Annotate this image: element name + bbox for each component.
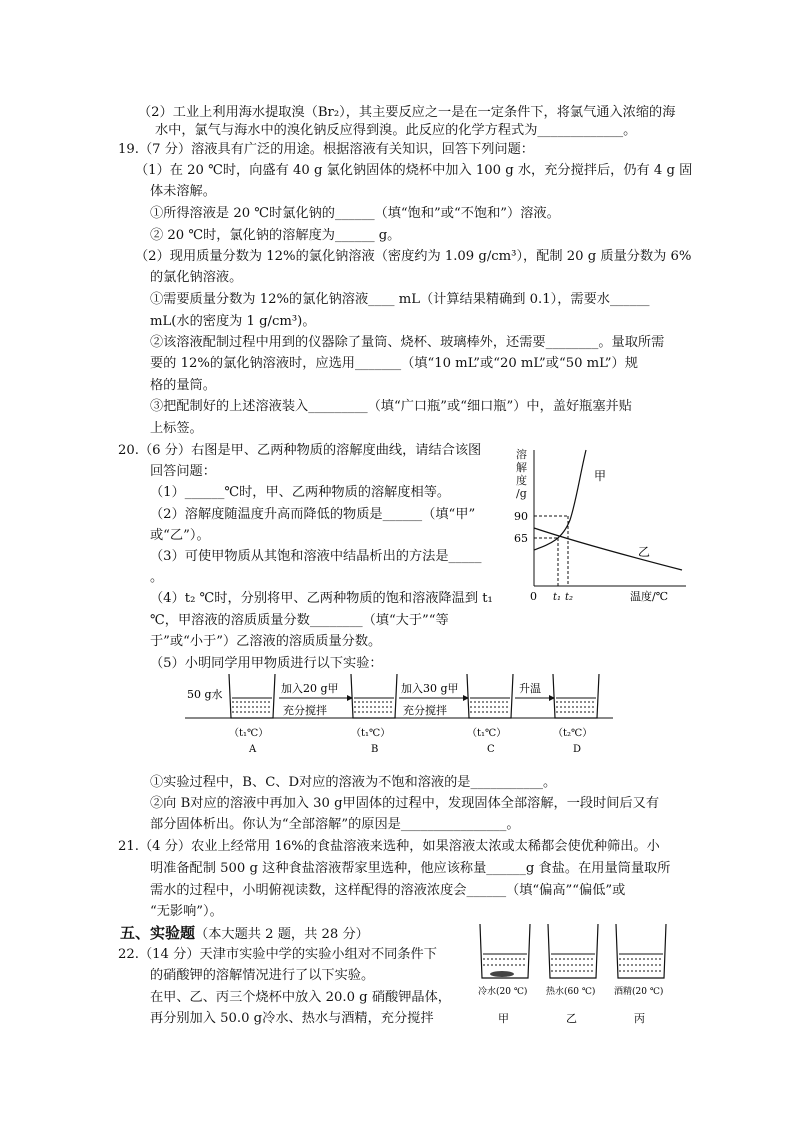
q18-line: 水中，氯气与海水中的溴化钠反应得到溴。此反应的化学方程式为_____________。 bbox=[155, 123, 637, 138]
chart-ylabel-1: 溶 bbox=[516, 448, 527, 461]
q22-line: 的硝酸钾的溶解情况进行了以下实验。 bbox=[150, 968, 375, 983]
series-yi-curve bbox=[534, 528, 682, 570]
arrow1-top: 加入20 g甲 bbox=[281, 682, 339, 695]
beaker-jia-label: 冷水(20 ℃) bbox=[478, 987, 528, 997]
q22-line: 在甲、乙、丙三个烧杯中放入 20.0 g 硝酸钾晶体， bbox=[150, 990, 451, 1005]
arrow2-bottom: 充分搅拌 bbox=[403, 704, 447, 717]
beaker-D bbox=[553, 674, 599, 718]
q21-line: 需水的过程中，小明俯视读数，这样配得的溶液浓度会______（填“偏高”“偏低”或 bbox=[150, 883, 626, 898]
ytick-90: 90 bbox=[514, 510, 528, 523]
q20-after-line: ②向 B对应的溶液中再加入 30 g甲固体的过程中，发现固体全部溶解，一段时间后又有 bbox=[150, 796, 660, 811]
q20-line: （1）______℃时，甲、乙两种物质的溶解度相等。 bbox=[150, 485, 451, 500]
series-jia-label: 甲 bbox=[594, 469, 607, 483]
beaker-A bbox=[229, 674, 275, 718]
q21-line: 明准备配制 500 g 这种食盐溶液帮家里选种，他应该称量______g 食盐。在用量筒量取所 bbox=[150, 861, 671, 876]
q19-line: 格的量筒。 bbox=[150, 378, 216, 393]
q19-line: mL(水的密度为 1 g/cm³)。 bbox=[150, 314, 316, 329]
chart-xlabel: 温度/℃ bbox=[630, 590, 669, 603]
q20-line: 或“乙”）。 bbox=[150, 528, 210, 543]
section-heading bbox=[120, 924, 369, 944]
q21-line: “无影响”）。 bbox=[150, 904, 223, 919]
q21-line: 21.（4 分）农业上经常用 16%的食盐溶液来选种，如果溶液太浓或太稀都会使优种筛出。小 bbox=[118, 839, 660, 854]
beaker-D-temp: （t₂℃） bbox=[553, 728, 593, 739]
q19-line: 的氯化钠溶液。 bbox=[150, 270, 243, 285]
q19-line: （1）在 20 ℃时，向盛有 40 g 氯化钠固体的烧杯中加入 100 g 水，充分搅拌后，仍有 4 g 固 bbox=[135, 163, 693, 178]
solubility-chart bbox=[510, 440, 700, 610]
q20-line: （4）t₂ ℃时，分别将甲、乙两种物质的饱和溶液降温到 t₁ bbox=[150, 591, 493, 606]
q20-line: 于”或“小于”）乙溶液的溶质质量分数。 bbox=[150, 634, 382, 649]
beaker-jia-name: 甲 bbox=[498, 1012, 509, 1025]
chart-ylabel-3: 度 bbox=[516, 474, 527, 487]
arrow3-top: 升温 bbox=[519, 682, 541, 695]
xtick-t2: t₂ bbox=[565, 592, 574, 603]
experiment-diagram bbox=[185, 668, 615, 768]
beaker-C bbox=[467, 674, 513, 718]
ytick-65: 65 bbox=[514, 532, 528, 545]
section-note: （本大题共 2 题，共 28 分） bbox=[195, 927, 369, 942]
q20-after-line: ①实验过程中，B、C、D对应的溶液为不饱和溶液的是___________。 bbox=[150, 775, 557, 790]
q19-line: 要的 12%的氯化钠溶液时，应选用_______（填“10 mL”或“20 mL”或“50 mL”）规 bbox=[150, 356, 638, 371]
q20-line: （3）可使甲物质从其饱和溶液中结晶析出的方法是_____ bbox=[150, 549, 482, 564]
beaker-B bbox=[351, 674, 397, 718]
q19-line: 19.（7 分）溶液具有广泛的用途。根据溶液有关知识，回答下列问题： bbox=[118, 142, 534, 157]
chart-ylabel-4: /g bbox=[516, 487, 527, 500]
q19-line: ③把配制好的上述溶液装入_________（填“广口瓶”或“细口瓶”）中，盖好瓶塞并贴 bbox=[150, 399, 632, 414]
three-beakers-figure bbox=[470, 918, 685, 1028]
beaker-bing-label: 酒精(20 ℃) bbox=[614, 987, 664, 997]
q20-line: ℃，甲溶液的溶质质量分数________（填“大于”“等 bbox=[150, 613, 449, 628]
beaker-jia bbox=[480, 924, 530, 978]
series-jia-curve bbox=[534, 450, 586, 550]
beaker-A-letter: A bbox=[249, 744, 257, 755]
q20-line: 20.（6 分）右图是甲、乙两种物质的溶解度曲线，请结合该图 bbox=[118, 443, 482, 458]
beaker-yi bbox=[548, 924, 598, 978]
start-label: 50 g水 bbox=[187, 688, 223, 701]
q19-line: 体未溶解。 bbox=[150, 184, 216, 199]
arrow2-top: 加入30 g甲 bbox=[401, 682, 459, 695]
q19-line: ①所得溶液是 20 ℃时氯化钠的______（填“饱和”或“不饱和”）溶液。 bbox=[150, 206, 560, 221]
q22-line: 再分别加入 50.0 g冷水、热水与酒精，充分搅拌 bbox=[150, 1011, 434, 1026]
q19-line: 上标签。 bbox=[150, 421, 203, 436]
beaker-D-letter: D bbox=[573, 744, 582, 755]
beaker-bing-name: 丙 bbox=[634, 1012, 645, 1025]
q18-line: （2）工业上利用海水提取溴（Br₂），其主要反应之一是在一定条件下，将氯气通入浓缩的海 bbox=[138, 105, 676, 120]
beaker-yi-name: 乙 bbox=[566, 1012, 577, 1025]
chart-ylabel-2: 解 bbox=[516, 461, 527, 474]
beaker-B-letter: B bbox=[371, 744, 379, 755]
series-yi-label: 乙 bbox=[638, 545, 651, 559]
beaker-A-temp: （t₁℃） bbox=[229, 728, 269, 739]
xtick-t1: t₁ bbox=[553, 592, 562, 603]
origin-label: 0 bbox=[530, 590, 537, 603]
q19-line: （2）现用质量分数为 12%的氯化钠溶液（密度约为 1.09 g/cm³），配制 20 g 质量分数为 6% bbox=[135, 249, 692, 264]
section-title: 五、实验题 bbox=[120, 924, 196, 942]
beaker-C-letter: C bbox=[487, 744, 495, 755]
q19-line: ①需要质量分数为 12%的氯化钠溶液____ mL（计算结果精确到 0.1），需要水______ bbox=[150, 292, 650, 307]
q20-line: 回答问题： bbox=[150, 464, 216, 479]
q20-line: （2）溶解度随温度升高而降低的物质是______（填“甲” bbox=[150, 507, 476, 522]
beaker-yi-label: 热水(60 ℃) bbox=[546, 987, 596, 997]
q19-line: ②该溶液配制过程中用到的仪器除了量筒、烧杯、玻璃棒外，还需要________。量取所需 bbox=[150, 335, 665, 350]
beaker-B-temp: （t₁℃） bbox=[351, 728, 391, 739]
q20-line: （5）小明同学用甲物质进行以下实验： bbox=[150, 656, 383, 671]
q19-line: ② 20 ℃时，氯化钠的溶解度为______ g。 bbox=[150, 228, 401, 243]
q20-line: 。 bbox=[150, 570, 164, 585]
beaker-bing bbox=[616, 924, 666, 978]
q22-line: 22.（14 分）天津市实验中学的实验小组对不同条件下 bbox=[118, 947, 437, 962]
arrow1-bottom: 充分搅拌 bbox=[283, 704, 327, 717]
q20-after-line: 部分固体析出。你认为“全部溶解”的原因是________________。 bbox=[150, 817, 520, 832]
beaker-C-temp: （t₁℃） bbox=[467, 728, 507, 739]
